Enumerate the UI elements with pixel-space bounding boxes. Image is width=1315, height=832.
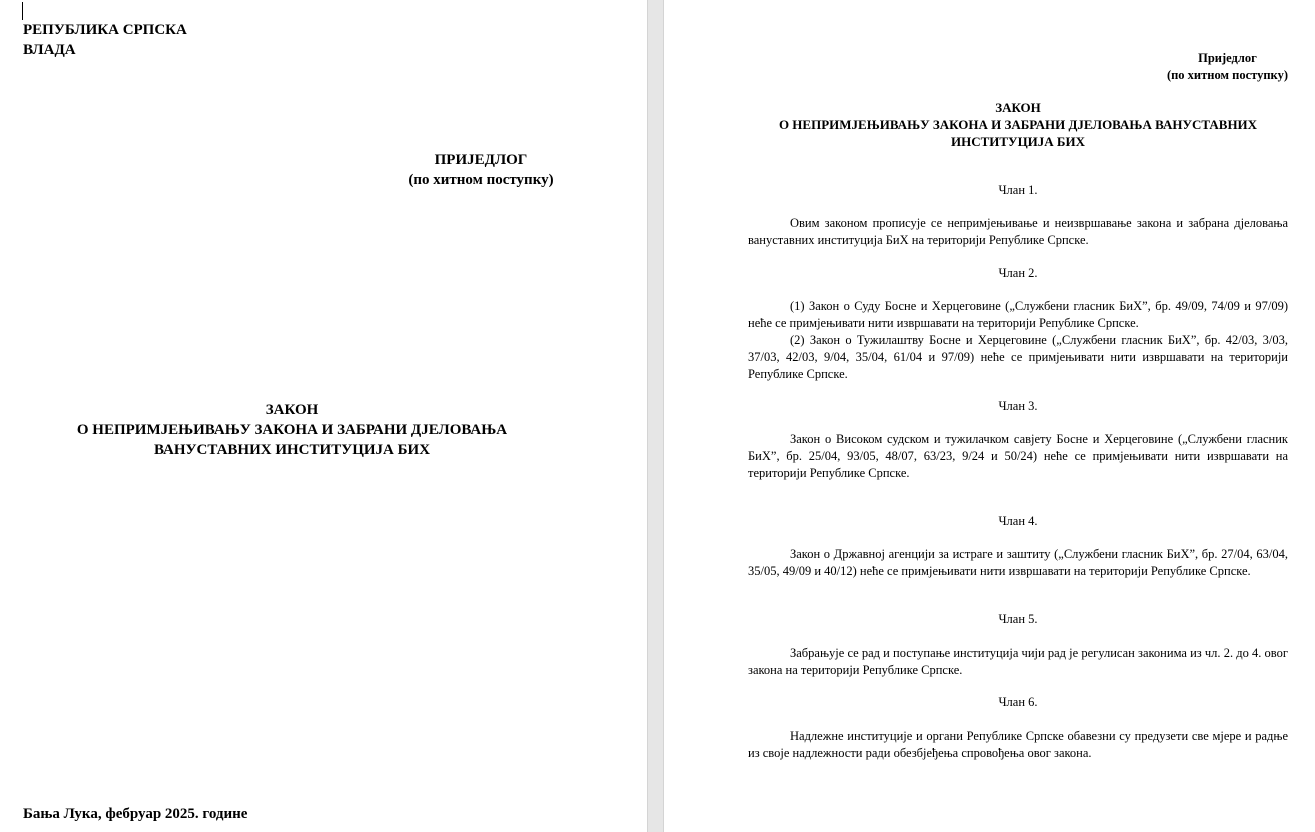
article-2-paragraph-1: (1) Закон о Суду Босне и Херцеговине („Службени гласник БиХ”, бр. 49/09, 74/09 и 97/09) неће се примјењивати нити извршавати на територији Републике Српске. — [748, 299, 1288, 330]
article-3-paragraph: Закон о Високом судском и тужилачком савјету Босне и Херцеговине („Службени гласник БиХ”, бр. 25/04, 93/05, 48/07, 63/23, 9/24 и 50/24) неће се примјењивати нити извршавати на територији Републике Српске. — [748, 432, 1288, 480]
law-text-page[interactable] — [664, 0, 1315, 832]
article-1-paragraph: Овим законом прописује се непримјењивање и неизвршавање закона и забрана дјеловања вануставних институција БиХ на територији Републике Српске. — [748, 216, 1288, 247]
proposal-procedure: (по хитном поступку) — [1166, 68, 1288, 82]
article-6-paragraph: Надлежне институције и органи Републике Српске обавезни су предузети све мјере и радње из своје надлежности ради обезбјеђења спровођења овог закона. — [748, 729, 1288, 760]
article-2-paragraph-2: (2) Закон о Тужилаштву Босне и Херцеговине („Службени гласник БиХ”, бр. 42/03, 3/03, 37/03, 42/03, 9/04, 35/04, 61/04 и 97/09) неће се примјењивати нити извршавати на територији Републике Српске. — [748, 333, 1288, 381]
law-title-line-3: ИНСТИТУЦИЈА БИХ — [950, 134, 1086, 149]
law-title-line-2: О НЕПРИМЈЕЊИВАЊУ ЗАКОНА И ЗАБРАНИ ДЈЕЛОВАЊА ВАНУСТАВНИХ — [778, 117, 1258, 132]
page-gutter — [647, 0, 664, 832]
issuer-line-republic: РЕПУБЛИКА СРПСКА — [23, 22, 187, 38]
proposal-procedure: (по хитном поступку) — [408, 172, 554, 188]
law-title-line-3: ВАНУСТАВНИХ ИНСТИТУЦИЈА БИХ — [153, 442, 431, 458]
proposal-block — [340, 150, 622, 190]
issuer-line-government: ВЛАДА — [23, 42, 76, 58]
cover-page[interactable] — [0, 0, 647, 832]
article-4-heading: Члан 4. — [998, 514, 1038, 528]
article-5-heading: Члан 5. — [998, 612, 1038, 626]
article-1-heading: Члан 1. — [998, 183, 1038, 197]
text-cursor — [22, 2, 23, 20]
article-2-heading: Члан 2. — [998, 266, 1038, 280]
article-5-paragraph: Забрањује се рад и поступање институција чији рад је регулисан законима из чл. 2. до 4. овог закона на територији Републике Српске. — [748, 646, 1288, 677]
article-6-heading: Члан 6. — [998, 695, 1038, 709]
law-title-line-1: ЗАКОН — [995, 100, 1041, 115]
issuer-block — [23, 20, 187, 60]
place-date: Бања Лука, фебруар 2025. године — [23, 806, 248, 822]
proposal-block — [1167, 50, 1288, 84]
proposal-label: Приједлог — [1198, 51, 1257, 65]
article-3-heading: Члан 3. — [998, 399, 1038, 413]
proposal-label: ПРИЈЕДЛОГ — [434, 152, 528, 168]
article-4-paragraph: Закон о Државној агенцији за истраге и заштиту („Службени гласник БиХ”, бр. 27/04, 63/04, 35/05, 49/09 и 40/12) неће се примјењивати нити извршавати на територији Републике Српске. — [748, 547, 1288, 578]
law-title — [23, 400, 561, 460]
law-title — [748, 99, 1288, 150]
law-title-line-1: ЗАКОН — [265, 402, 319, 418]
law-title-line-2: О НЕПРИМЈЕЊИВАЊУ ЗАКОНА И ЗАБРАНИ ДЈЕЛОВАЊА — [76, 422, 508, 438]
